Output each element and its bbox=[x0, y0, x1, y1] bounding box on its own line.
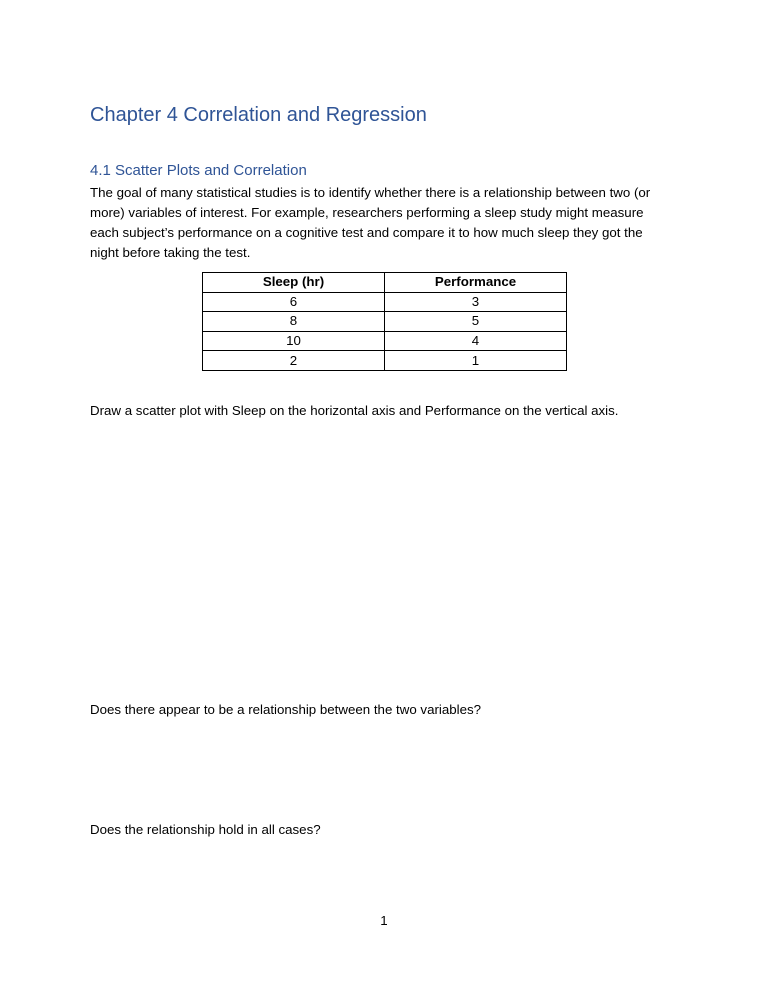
table-cell-sleep: 10 bbox=[203, 331, 385, 351]
table-cell-performance: 1 bbox=[385, 351, 567, 371]
chapter-title: Chapter 4 Correlation and Regression bbox=[90, 104, 427, 126]
table-header-row bbox=[203, 273, 567, 293]
table-cell-sleep: 8 bbox=[203, 312, 385, 332]
table-row bbox=[203, 351, 567, 371]
table-cell-sleep: 6 bbox=[203, 292, 385, 312]
table-cell-performance: 4 bbox=[385, 331, 567, 351]
table-cell-sleep: 2 bbox=[203, 351, 385, 371]
column-header-performance: Performance bbox=[385, 273, 567, 293]
table-row bbox=[203, 312, 567, 332]
page-number: 1 bbox=[380, 913, 388, 928]
sleep-performance-table bbox=[202, 272, 567, 371]
table-row bbox=[203, 292, 567, 312]
column-header-sleep: Sleep (hr) bbox=[203, 273, 385, 293]
table-cell-performance: 5 bbox=[385, 312, 567, 332]
table-row bbox=[203, 331, 567, 351]
intro-paragraph: The goal of many statistical studies is to identify whether there is a relationship between two (or more) variables of interest. For example, researchers performing a sleep study might measure each subject’s performance on a cognitive test and compare it to how much sleep they got the night before taking the test. bbox=[90, 185, 651, 260]
table-cell-performance: 3 bbox=[385, 292, 567, 312]
question-all-cases: Does the relationship hold in all cases? bbox=[90, 822, 321, 837]
question-relationship: Does there appear to be a relationship between the two variables? bbox=[90, 702, 482, 717]
scatter-plot-instruction: Draw a scatter plot with Sleep on the horizontal axis and Performance on the vertical axis. bbox=[90, 403, 619, 418]
section-heading: 4.1 Scatter Plots and Correlation bbox=[90, 162, 307, 179]
